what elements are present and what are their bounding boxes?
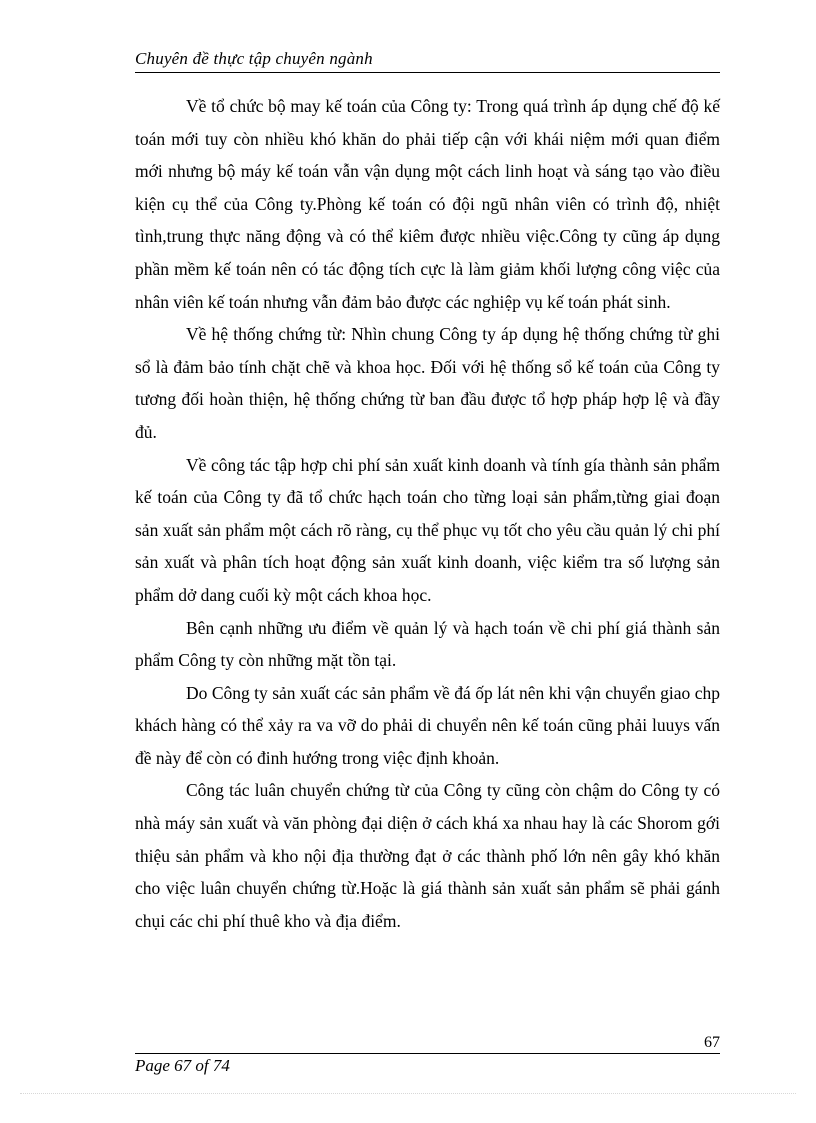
paragraph-document-circulation: Công tác luân chuyển chứng từ của Công ty cũng còn chậm do Công ty có nhà máy sản xuất và văn phòng đại diện ở cách khá xa nhau hay là các Shorom gới thiệu sản phẩm và kho nội địa thường đạt ở các thành phố lớn nên gây khó khăn cho việc luân chuyển chứng từ.Hoặc là giá thành sản xuất sản phẩm sẽ phải gánh chụi các chi phí thuê kho và địa điểm. [135, 780, 720, 931]
paragraph-accounting-organization: Về tổ chức bộ may kế toán của Công ty: Trong quá trình áp dụng chế độ kế toán mới tuy còn nhiều khó khăn do phải tiếp cận với khái niệm mới quan điểm mới nhưng bộ máy kế toán vẫn vận dụng một cách linh hoạt và sáng tạo vào điều kiện cụ thể của Công ty.Phòng kế toán có đội ngũ nhân viên có trình độ, nhiệt tình,trung thực năng động và có thể kiêm được nhiều việc.Công ty cũng áp dụng phần mềm kế toán nên có tác động tích cực là làm giảm khối lượng công việc của nhân viên kế toán nhưng vẫn đảm bảo được các nghiệp vụ kế toán phát sinh. [135, 96, 720, 312]
document-body [135, 90, 720, 937]
page-edge-divider [20, 1093, 796, 1094]
page-header [135, 48, 720, 73]
footer-divider [135, 1053, 720, 1054]
paragraph-cost-aggregation: Về công tác tập hợp chi phí sản xuất kinh doanh và tính gía thành sản phẩm kế toán của Công ty đã tổ chức hạch toán cho từng loại sản phẩm,từng giai đoạn sản xuất sản phẩm một cách rõ ràng, cụ thể phục vụ tốt cho yêu cầu quản lý chi phí sản xuất và phân tích hoạt động sản xuất kinh doanh, việc kiểm tra số lượng sản phẩm dở dang cuối kỳ một cách khoa học. [135, 454, 720, 605]
footer-page-label: Page 67 of 74 [135, 1056, 230, 1075]
paragraph-document-system: Về hệ thống chứng từ: Nhìn chung Công ty áp dụng hệ thống chứng từ ghi sổ là đảm bảo tính chặt chẽ và khoa học. Đối với hệ thống sổ kế toán của Công ty tương đối hoàn thiện, hệ thống chứng từ ban đầu được tổ hợp pháp hợp lệ và đầy đủ. [135, 324, 720, 442]
paragraph-transport-issue: Do Công ty sản xuất các sản phẩm về đá ốp lát nên khi vận chuyển giao chp khách hàng có thể xảy ra va vỡ do phải di chuyển nên kế toán cũng phải luuys vấn đề này để còn có đinh hướng trong việc định khoản. [135, 682, 720, 768]
paragraph-limitations-intro: Bên cạnh những ưu điểm về quản lý và hạch toán về chi phí giá thành sản phẩm Công ty còn những mặt tồn tại. [135, 617, 720, 671]
page-number: 67 [704, 1034, 720, 1051]
header-title: Chuyên đề thực tập chuyên ngành [135, 49, 373, 68]
